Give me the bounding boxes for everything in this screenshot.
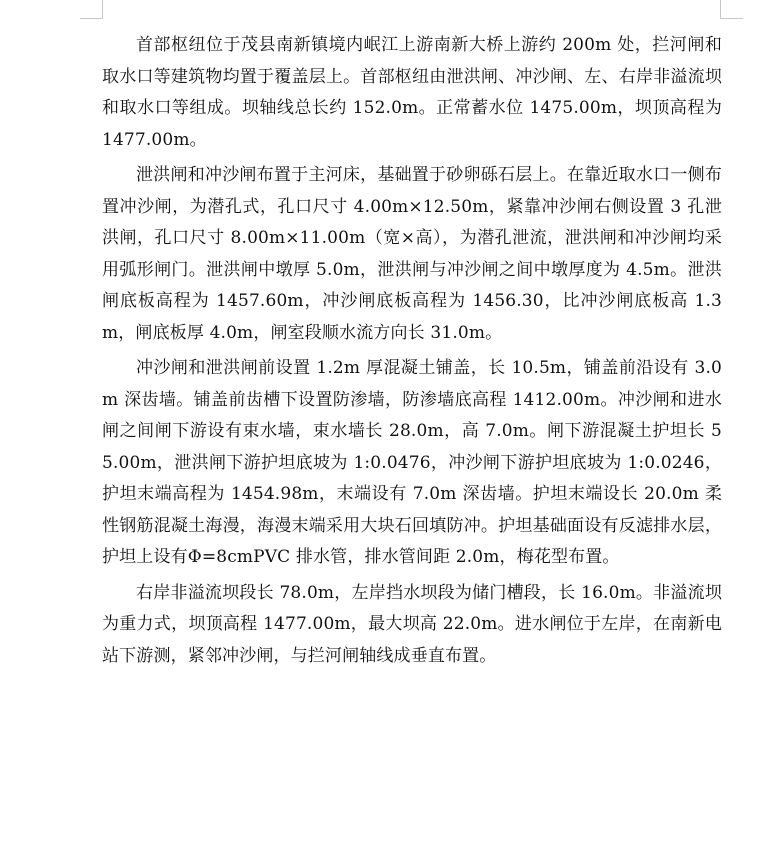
document-body[interactable] bbox=[102, 30, 722, 676]
paragraph-non-overflow-dam: 右岸非溢流坝段长 78.0m，左岸挡水坝段为储门槽段，长 16.0m。非溢流坝为重力式，坝顶高程 1477.00m，最大坝高 22.0m。进水闸位于左岸，在南新电站下游测，紧邻冲沙闸，与拦河闸轴线成垂直布置。 bbox=[102, 582, 722, 666]
paragraph-flood-sluice-layout: 泄洪闸和冲沙闸布置于主河床，基础置于砂卵砾石层上。在靠近取水口一侧布置冲沙闸，为潜孔式，孔口尺寸 4.00m×12.50m，紧靠冲沙闸右侧设置 3 孔泄洪闸，孔口尺寸 8.00m×11.00m（宽×高），为潜孔泄流，泄洪闸和冲沙闸均采用弧形闸门。泄洪闸中墩厚 5.0m，泄洪闸与冲沙闸之间中墩厚度为 4.5m。泄洪闸底板高程为 1457.60m，冲沙闸底板高程为 1456.30，比冲沙闸底板高 1.3m，闸底板厚 4.0m，闸室段顺水流方向长 31.0m。 bbox=[102, 165, 722, 343]
margin-corner-mark-left bbox=[80, 0, 103, 19]
margin-corner-mark-right bbox=[720, 0, 743, 19]
paragraph-apron-and-cutoff: 冲沙闸和泄洪闸前设置 1.2m 厚混凝土铺盖，长 10.5m，铺盖前沿设有 3.0m 深齿墙。铺盖前齿槽下设置防渗墙，防渗墙底高程 1412.00m。冲沙闸和进水闸之间闸下游设有束水墙，束水墙长 28.0m，高 7.0m。闸下游混凝土护坦长 55.00m，泄洪闸下游护坦底坡为 1:0.0476，冲沙闸下游护坦底坡为 1:0.0246，护坦末端高程为 1454.98m，末端设有 7.0m 深齿墙。护坦末端设长 20.0m 柔性钢筋混凝土海漫，海漫末端采用大块石回填防冲。护坦基础面设有反滤排水层，护坦上设有Φ=8cmPVC 排水管，排水管间距 2.0m，梅花型布置。 bbox=[102, 358, 722, 567]
paragraph-headworks-location: 首部枢纽位于茂县南新镇境内岷江上游南新大桥上游约 200m 处，拦河闸和取水口等建筑物均置于覆盖层上。首部枢纽由泄洪闸、冲沙闸、左、右岸非溢流坝和取水口等组成。坝轴线总长约 152.0m。正常蓄水位 1475.00m，坝顶高程为 1477.00m。 bbox=[102, 35, 722, 150]
